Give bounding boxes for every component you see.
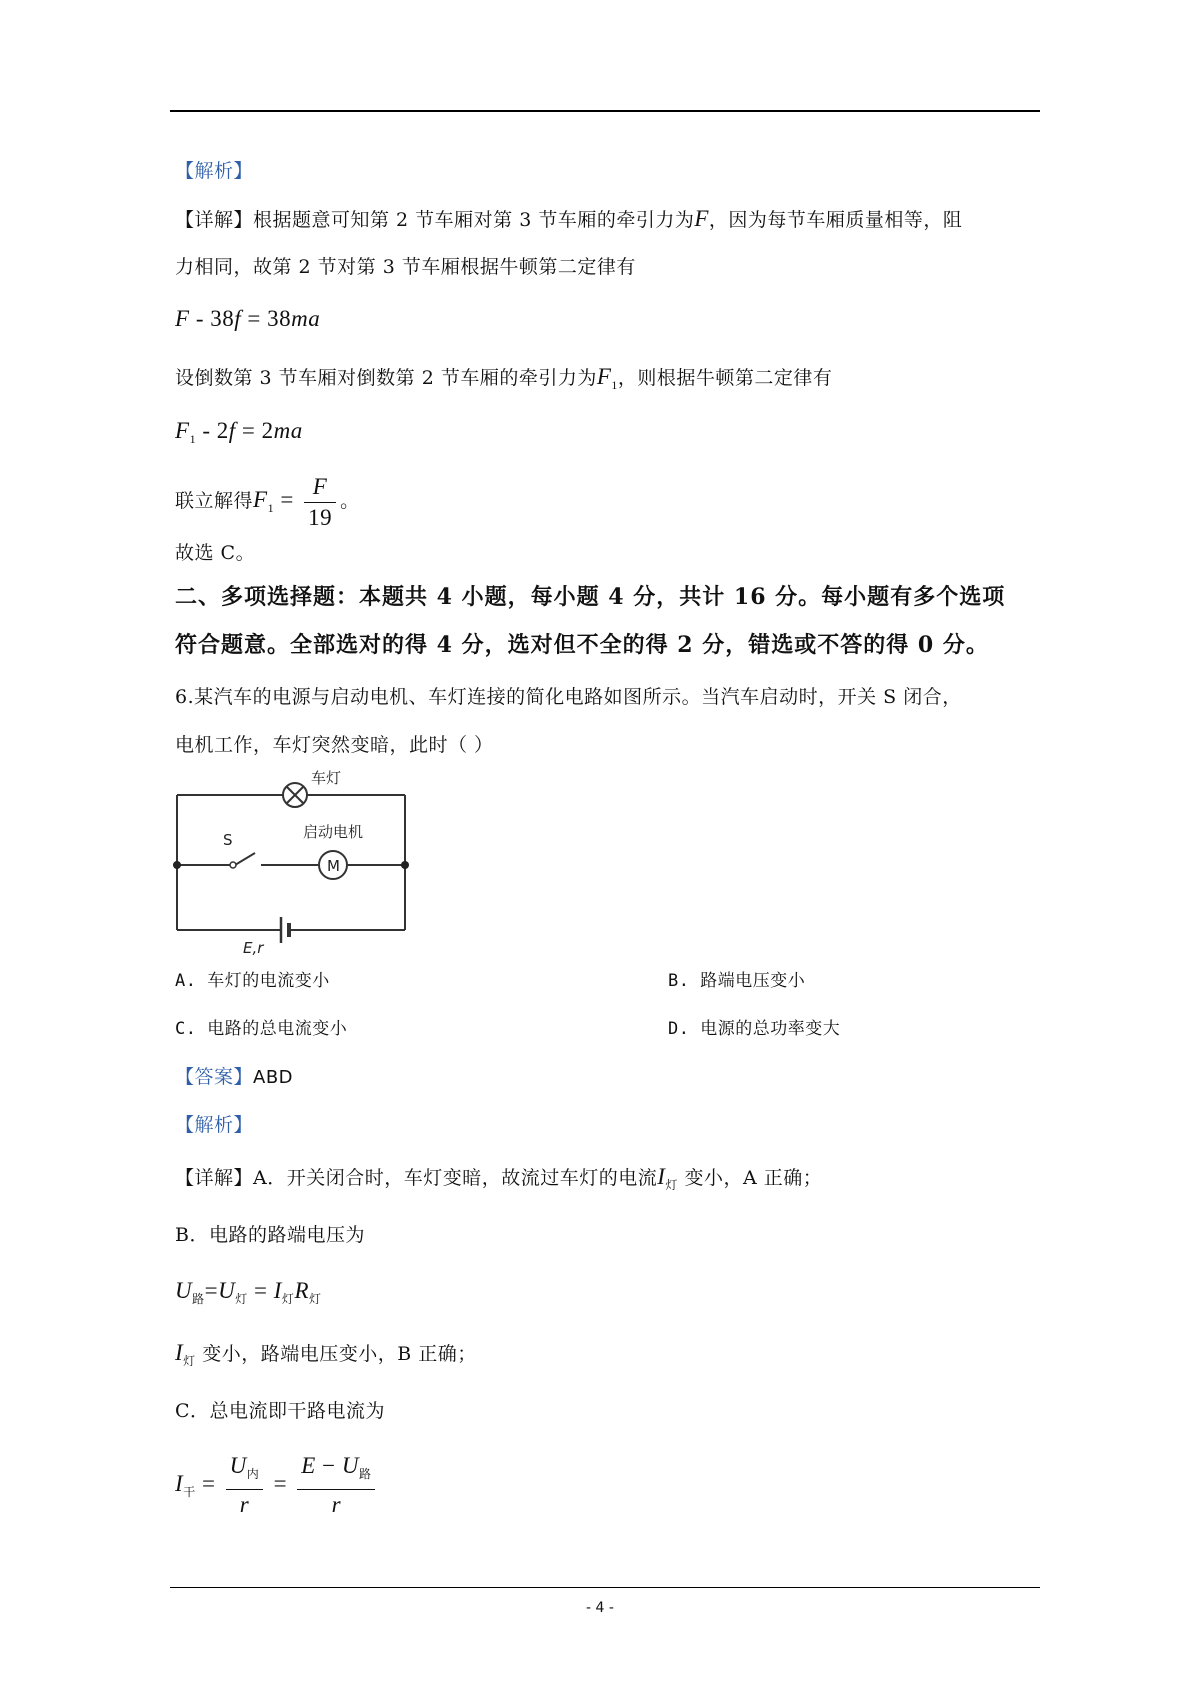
question-6-line-1: 6.某汽车的电源与启动电机、车灯连接的简化电路如图所示。当汽车启动时，开关 S 闭合，: [175, 686, 962, 708]
motor-label: 启动电机: [303, 823, 364, 841]
answer-c-line: 故选 C。: [175, 542, 256, 564]
equation-4: $I_干$ = $\frac{U_内}{r}$ = $\frac{E - U_路}{r}$: [175, 1452, 379, 1524]
switch-contact-icon: [230, 862, 236, 868]
answer-line: 【答案】ABD: [175, 1066, 294, 1088]
b-conclusion-line: $I_灯$ 变小，路端电压变小，B 正确；: [175, 1340, 477, 1368]
fraction-e-minus-u-over-r: $\frac{E - U_路}{r}$: [297, 1453, 375, 1518]
option-c: C. 电路的总电流变小: [175, 1019, 348, 1039]
circuit-diagram: [165, 765, 425, 955]
option-d: D. 电源的总功率变大: [668, 1019, 841, 1039]
equation-1: F - 38f = 38ma: [175, 306, 321, 331]
fraction-u-over-r: $\frac{U_内}{r}$: [226, 1453, 264, 1518]
motor-symbol: M: [327, 857, 340, 875]
battery-label: E,r: [243, 939, 264, 955]
switch-blade-icon: [235, 853, 255, 865]
detail-paragraph-line-2: 力相同，故第 2 节对第 3 节车厢根据牛顿第二定律有: [175, 256, 636, 278]
option-b: B. 路端电压变小: [668, 971, 806, 991]
section-heading-line-1: 二、多项选择题：本题共 4 小题，每小题 4 分，共计 16 分。每小题有多个选项: [175, 584, 1006, 610]
set-variable-line: 设倒数第 3 节车厢对倒数第 2 节车厢的牵引力为$F_1$，则根据牛顿第二定律有: [175, 364, 833, 392]
lamp-label: 车灯: [311, 769, 342, 787]
solution-line: 联立解得$F_1$ = $\frac{F}{19}$ 。: [175, 473, 360, 530]
switch-label: S: [223, 831, 233, 849]
section-heading-line-2: 符合题意。全部选对的得 4 分，选对但不全的得 2 分，错选或不答的得 0 分。: [175, 632, 989, 658]
b-intro-line: B．电路的路端电压为: [175, 1224, 365, 1246]
header-rule: [170, 110, 1040, 112]
analysis-tag-2: 【解析】: [175, 1114, 254, 1136]
page-number: - 4 -: [586, 1600, 614, 1616]
equation-2: $F_1 - 2f = 2ma$: [175, 418, 303, 446]
footer-rule: [170, 1587, 1040, 1588]
fraction-f-over-19: $\frac{F}{19}$: [304, 474, 336, 531]
detail-paragraph-line-1: 【详解】根据题意可知第 2 节车厢对第 3 节车厢的牵引力为F，因为每节车厢质量相等，阻: [175, 206, 963, 231]
junction-right-icon: [401, 861, 409, 869]
detail-2-line: 【详解】A．开关闭合时，车灯变暗，故流过车灯的电流$I_灯$ 变小，A 正确；: [175, 1164, 823, 1192]
junction-left-icon: [173, 861, 181, 869]
option-a: A. 车灯的电流变小: [175, 971, 330, 991]
equation-3: $U_路=U_灯 = I_灯R_灯$: [175, 1278, 322, 1306]
analysis-tag: 【解析】: [175, 160, 254, 182]
question-6-line-2: 电机工作，车灯突然变暗，此时（ ）: [175, 734, 494, 756]
c-intro-line: C．总电流即干路电流为: [175, 1400, 386, 1422]
